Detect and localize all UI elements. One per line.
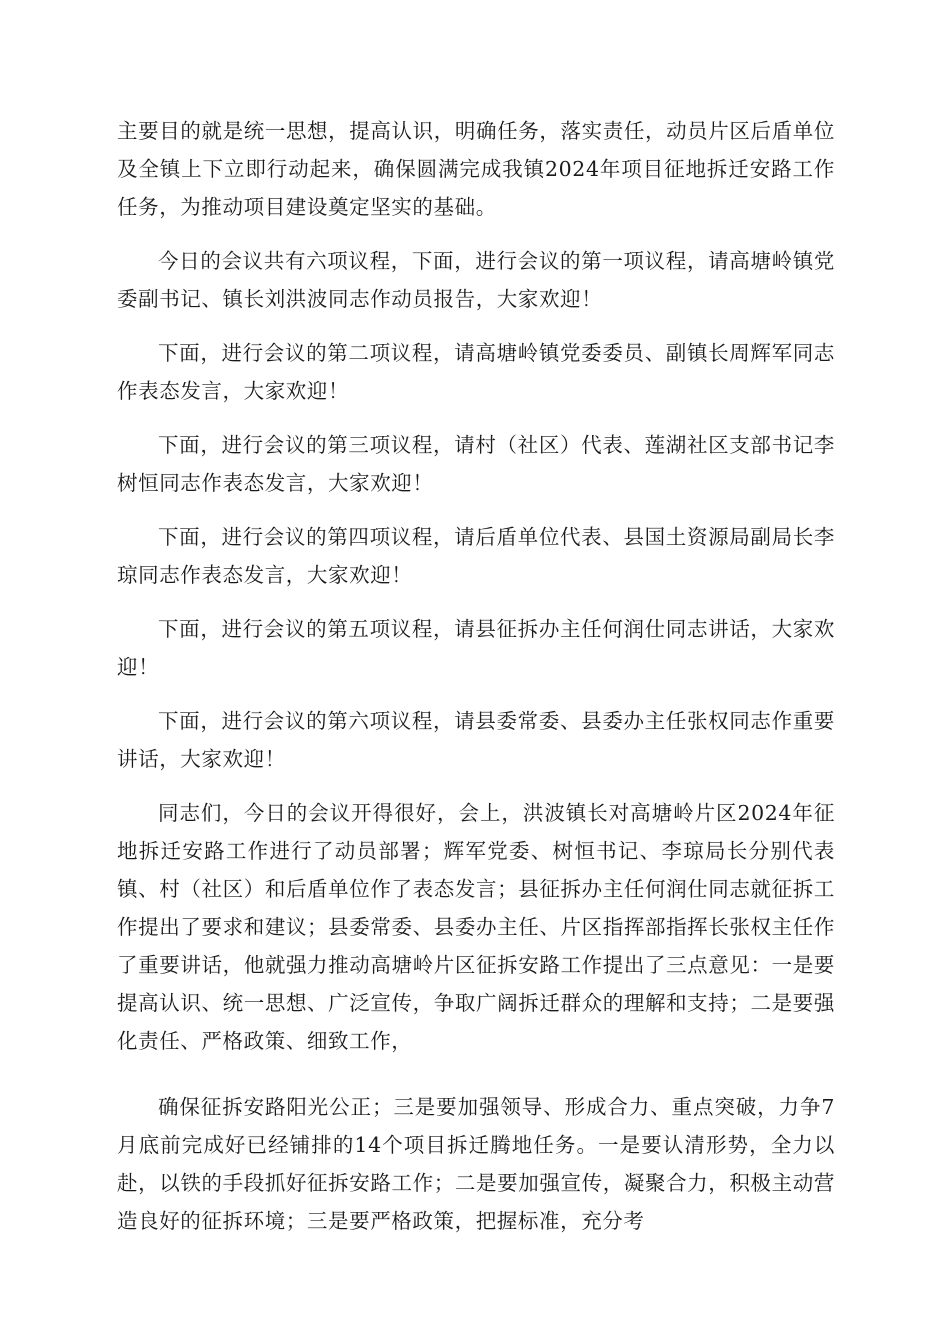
- paragraph-5: 下面，进行会议的第四项议程，请后盾单位代表、县国土资源局副局长李琼同志作表态发言，大家欢迎！: [117, 525, 835, 587]
- paragraph-7: 下面，进行会议的第六项议程，请县委常委、县委办主任张权同志作重要讲话，大家欢迎！: [117, 709, 835, 771]
- paragraph-9: 确保征拆安路阳光公正；三是要加强领导、形成合力、重点突破，力争7月底前完成好已经铺排的14个项目拆迁腾地任务。一是要认清形势，全力以赴，以铁的手段抓好征拆安路工作；二是要加强宣传，凝聚合力，积极主动营造良好的征拆环境；三是要严格政策，把握标准，充分考: [117, 1095, 835, 1233]
- paragraph-1: 主要目的就是统一思想，提高认识，明确任务，落实责任，动员片区后盾单位及全镇上下立即行动起来，确保圆满完成我镇2024年项目征地拆迁安路工作任务，为推动项目建设奠定坚实的基础。: [117, 119, 835, 219]
- document-page: [117, 112, 835, 1256]
- paragraph-8: 同志们，今日的会议开得很好，会上，洪波镇长对高塘岭片区2024年征地拆迁安路工作进行了动员部署；辉军党委、树恒书记、李琼局长分别代表镇、村（社区）和后盾单位作了表态发言；县征拆办主任何润仕同志就征拆工作提出了要求和建议；县委常委、县委办主任、片区指挥部指挥长张权主任作了重要讲话，他就强力推动高塘岭片区征拆安路工作提出了三点意见：一是要提高认识、统一思想、广泛宣传，争取广阔拆迁群众的理解和支持；二是要强化责任、严格政策、细致工作，: [117, 801, 835, 1053]
- paragraph-3: 下面，进行会议的第二项议程，请高塘岭镇党委委员、副镇长周辉军同志作表态发言，大家欢迎！: [117, 341, 835, 403]
- paragraph-4: 下面，进行会议的第三项议程，请村（社区）代表、莲湖社区支部书记李树恒同志作表态发言，大家欢迎！: [117, 433, 835, 495]
- paragraph-6: 下面，进行会议的第五项议程，请县征拆办主任何润仕同志讲话，大家欢迎！: [117, 617, 835, 679]
- paragraph-2: 今日的会议共有六项议程，下面，进行会议的第一项议程，请高塘岭镇党委副书记、镇长刘洪波同志作动员报告，大家欢迎！: [117, 249, 835, 311]
